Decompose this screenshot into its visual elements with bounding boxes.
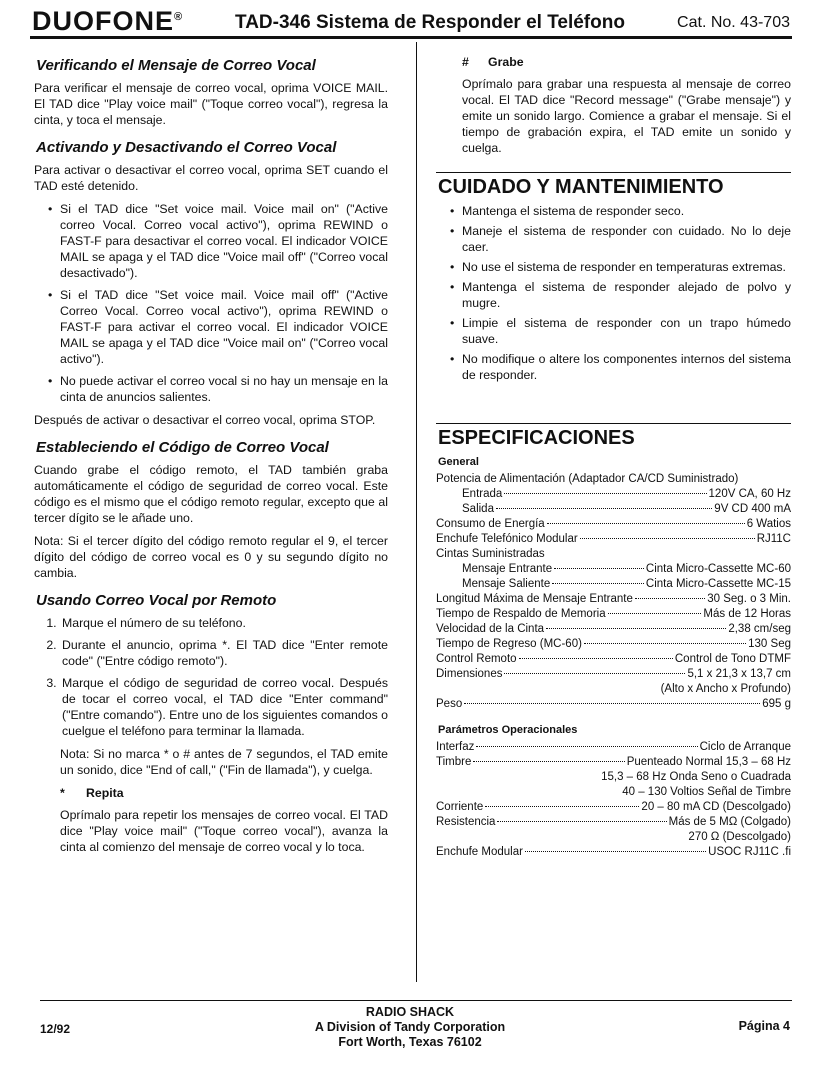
footer-line: A Division of Tandy Corporation — [314, 1020, 506, 1034]
paragraph: Oprímalo para repetir los mensajes de correo vocal. El TAD dice "Play voice mail" ("Toque correo vocal"), avanza la cinta al comienzo del mensaje de correo vocal y lo toca. — [60, 808, 388, 854]
spec-row: Mensaje Saliente Cinta Micro-Cassette MC-15 — [462, 578, 791, 590]
section-title-remote: Usando Correo Vocal por Remoto — [36, 592, 277, 609]
care-list-item: • Maneje el sistema de responder con cuidado. No lo deje caer. — [436, 223, 791, 255]
steps-list — [34, 615, 388, 739]
document-title: TAD-346 Sistema de Responder el Teléfono — [235, 12, 625, 33]
key-symbol: * — [60, 786, 65, 800]
spec-row: Resistencia Más de 5 MΩ (Colgado) — [436, 816, 791, 828]
spec-row: Velocidad de la Cinta 2,38 cm/seg — [436, 623, 791, 635]
spec-row: Salida 9V CD 400 mA — [462, 503, 791, 515]
care-list-item: • Mantenga el sistema de responder alejado de polvo y mugre. — [436, 279, 791, 311]
care-list-item: • No modifique o altere los componentes internos del sistema de responder. — [436, 351, 791, 383]
care-list — [436, 203, 791, 383]
footer-line: RADIO SHACK — [365, 1005, 455, 1019]
spec-subheading: General — [438, 456, 479, 468]
spec-row: Corriente 20 – 80 mA CD (Descolgado) — [436, 801, 791, 813]
spec-row: Peso 695 g — [436, 698, 791, 710]
section-title-verify: Verificando el Mensaje de Correo Vocal — [36, 57, 316, 74]
section-divider — [436, 423, 791, 424]
section-title-activate: Activando y Desactivando el Correo Vocal — [36, 139, 337, 156]
page-number: Página 4 — [738, 1019, 790, 1033]
spec-value-continued: (Alto x Ancho x Profundo) — [660, 683, 791, 695]
spec-heading-row: Cintas Suministradas — [436, 548, 545, 560]
list-item: • No puede activar el correo vocal si no hay un mensaje en la cinta de anuncios salientes. — [34, 373, 388, 405]
step-item: 2. Durante el anuncio, oprima *. El TAD dice "Enter remote code" ("Entre código remoto"). — [60, 637, 388, 669]
list-item: • Si el TAD dice "Set voice mail. Voice mail off" ("Active Correo Vocal. Correo vocal activo"), oprima REWIND o FAST-F para activar el correo vocal. El indicador VOICE MAIL se apaga y el TAD dice "Voice mail on" ("Correo vocal activo"). — [34, 287, 388, 367]
footer-divider — [40, 1000, 792, 1001]
section-title-code: Estableciendo el Código de Correo Vocal — [36, 439, 329, 456]
spec-row: Interfaz Ciclo de Arranque — [436, 741, 791, 753]
footer-line: Fort Worth, Texas 76102 — [338, 1035, 482, 1049]
care-list-item: • Mantenga el sistema de responder seco. — [436, 203, 791, 219]
spec-row: Mensaje Entrante Cinta Micro-Cassette MC-60 — [462, 563, 791, 575]
spec-row: Entrada 120V CA, 60 Hz — [462, 488, 791, 500]
care-list-item: • Limpie el sistema de responder con un trapo húmedo suave. — [436, 315, 791, 347]
paragraph: Después de activar o desactivar el correo vocal, oprima STOP. — [34, 413, 376, 427]
step-item: 3. Marque el código de seguridad de correo vocal. Después de tocar el correo vocal, el TAD dice "Enter command" ("Entre comando"). Entre uno de los siguientes comandos o cuelgue el teléfono para terminar la llamada. — [60, 675, 388, 739]
spec-heading-row: Potencia de Alimentación (Adaptador CA/CD Suministrado) — [436, 473, 739, 485]
note-paragraph: Nota: Si no marca * o # antes de 7 segundos, el TAD emite un sonido, dice "End of call," ("Fin de llamada"), y cuelga. — [60, 747, 388, 777]
catalog-number: Cat. No. 43-703 — [677, 14, 790, 31]
command-key-repeat — [60, 785, 388, 801]
section-title-care: CUIDADO Y MANTENIMIENTO — [438, 176, 724, 198]
spec-row: Enchufe Telefónico Modular RJ11C — [436, 533, 791, 545]
spec-row: Control Remoto Control de Tono DTMF — [436, 653, 791, 665]
right-column — [436, 52, 791, 860]
spec-value-continued: 270 Ω (Descolgado) — [688, 831, 791, 843]
spec-row: Tiempo de Respaldo de Memoria Más de 12 Horas — [436, 608, 791, 620]
spec-subheading: Parámetros Operacionales — [438, 724, 578, 736]
column-divider — [416, 42, 417, 982]
section-title-specs: ESPECIFICACIONES — [438, 427, 635, 449]
paragraph: Para activar o desactivar el correo vocal, oprima SET cuando el TAD esté detenido. — [34, 163, 388, 193]
spec-row: Consumo de Energía 6 Watios — [436, 518, 791, 530]
spec-row: Enchufe Modular USOC RJ11C .fi — [436, 846, 791, 858]
spec-value-continued: 15,3 – 68 Hz Onda Seno o Cuadrada — [601, 771, 791, 783]
key-label: Grabe — [488, 55, 524, 69]
note-paragraph: Nota: Si el tercer dígito del código remoto regular el 9, el tercer dígito del código de correo vocal es 0 y su segundo dígito no cambia. — [34, 534, 388, 580]
spec-row: Longitud Máxima de Mensaje Entrante 30 Seg. o 3 Min. — [436, 593, 791, 605]
step-item: 1. Marque el número de su teléfono. — [60, 615, 388, 631]
page-header — [30, 6, 792, 39]
footer-date: 12/92 — [40, 1022, 71, 1036]
bullet-list — [34, 201, 388, 405]
left-column — [34, 52, 388, 862]
paragraph: Para verificar el mensaje de correo vocal, oprima VOICE MAIL. El TAD dice "Play voice mail" ("Toque correo vocal"), regresa la cinta, y toca el mensaje. — [34, 81, 388, 127]
brand-logo: DUOFONE® — [32, 6, 184, 36]
care-list-item: • No use el sistema de responder en temperaturas extremas. — [436, 259, 791, 275]
spec-value-continued: 40 – 130 Voltios Señal de Timbre — [622, 786, 791, 798]
section-divider — [436, 172, 791, 173]
command-key-record — [462, 54, 791, 70]
paragraph: Cuando grabe el código remoto, el TAD también graba automáticamente el código de seguridad de correo vocal. Este código es el mismo que el código remoto regular, excepto que al tercer dígito se le añade uno. — [34, 463, 388, 525]
spec-row: Timbre Puenteado Normal 15,3 – 68 Hz — [436, 756, 791, 768]
spec-row: Dimensiones 5,1 x 21,3 x 13,7 cm — [436, 668, 791, 680]
footer-publisher — [260, 1005, 560, 1050]
spec-row: Tiempo de Regreso (MC-60) 130 Seg — [436, 638, 791, 650]
key-label: Repita — [86, 786, 124, 800]
paragraph: Oprímalo para grabar una respuesta al mensaje de correo vocal. El TAD dice "Record message" ("Grabe mensaje") y emite un sonido largo. Comience a grabar el mensaje. Si el tiempo de grabación expira, el TAD emite un sonido y cuelga. — [462, 77, 791, 155]
key-symbol: # — [462, 55, 469, 69]
list-item: • Si el TAD dice "Set voice mail. Voice mail on" ("Active correo Vocal. Correo vocal activo"), oprima REWIND o FAST-F para desactivar el correo vocal. El indicador VOICE MAIL se apaga y el TAD dice "Voice mail off" ("Correo vocal desactivado"). — [34, 201, 388, 281]
